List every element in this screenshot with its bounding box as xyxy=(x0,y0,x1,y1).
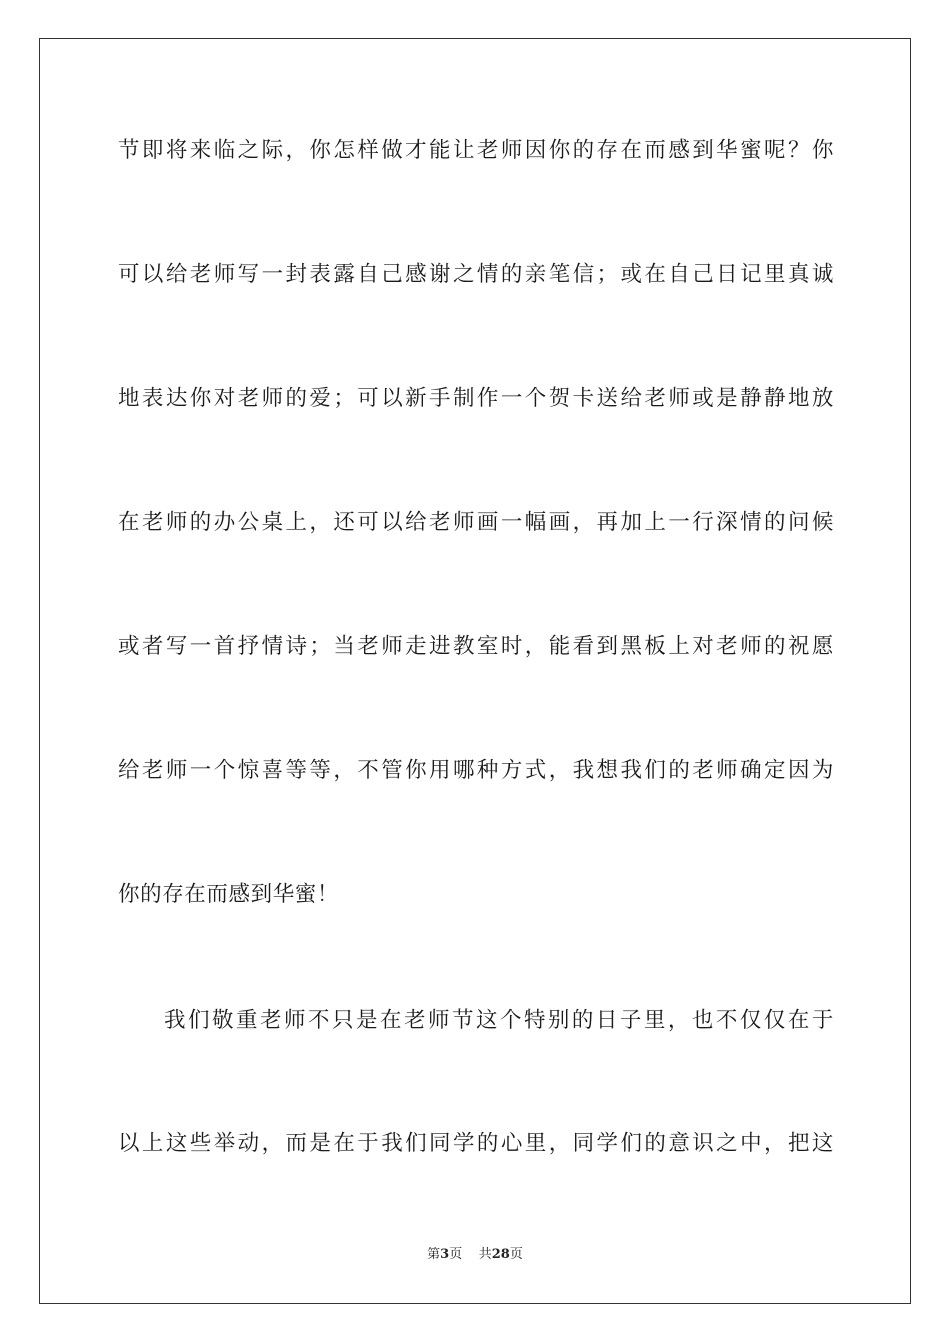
body-text-line: 地表达你对老师的爱；可以新手制作一个贺卡送给老师或是静静地放 xyxy=(118,386,834,411)
total-suffix: 页 xyxy=(509,1247,523,1262)
paragraph-first-line: 我们敬重老师不只是在老师节这个特别的日子里，也不仅仅在于 xyxy=(164,1008,834,1033)
page-footer xyxy=(0,1246,950,1264)
body-text-line: 以上这些举动，而是在于我们同学的心里，同学们的意识之中，把这 xyxy=(118,1131,834,1156)
body-text-line: 或者写一首抒情诗；当老师走进教室时，能看到黑板上对老师的祝愿 xyxy=(118,634,834,659)
total-prefix: 共 xyxy=(478,1247,492,1262)
body-text-line: 给老师一个惊喜等等，不管你用哪种方式，我想我们的老师确定因为 xyxy=(118,758,834,783)
total-pages: 28 xyxy=(491,1247,510,1262)
page-prefix: 第 xyxy=(427,1247,441,1262)
body-text-line: 节即将来临之际，你怎样做才能让老师因你的存在而感到华蜜呢？你 xyxy=(118,138,834,163)
page-number: 3 xyxy=(440,1247,450,1262)
page-suffix: 页 xyxy=(449,1247,463,1262)
body-text-line: 在老师的办公桌上，还可以给老师画一幅画，再加上一行深情的问候 xyxy=(118,510,834,535)
body-text-line: 你的存在而感到华蜜！ xyxy=(118,882,340,907)
body-text-line: 可以给老师写一封表露自己感谢之情的亲笔信；或在自己日记里真诚 xyxy=(118,262,834,287)
page-border xyxy=(39,38,911,1304)
